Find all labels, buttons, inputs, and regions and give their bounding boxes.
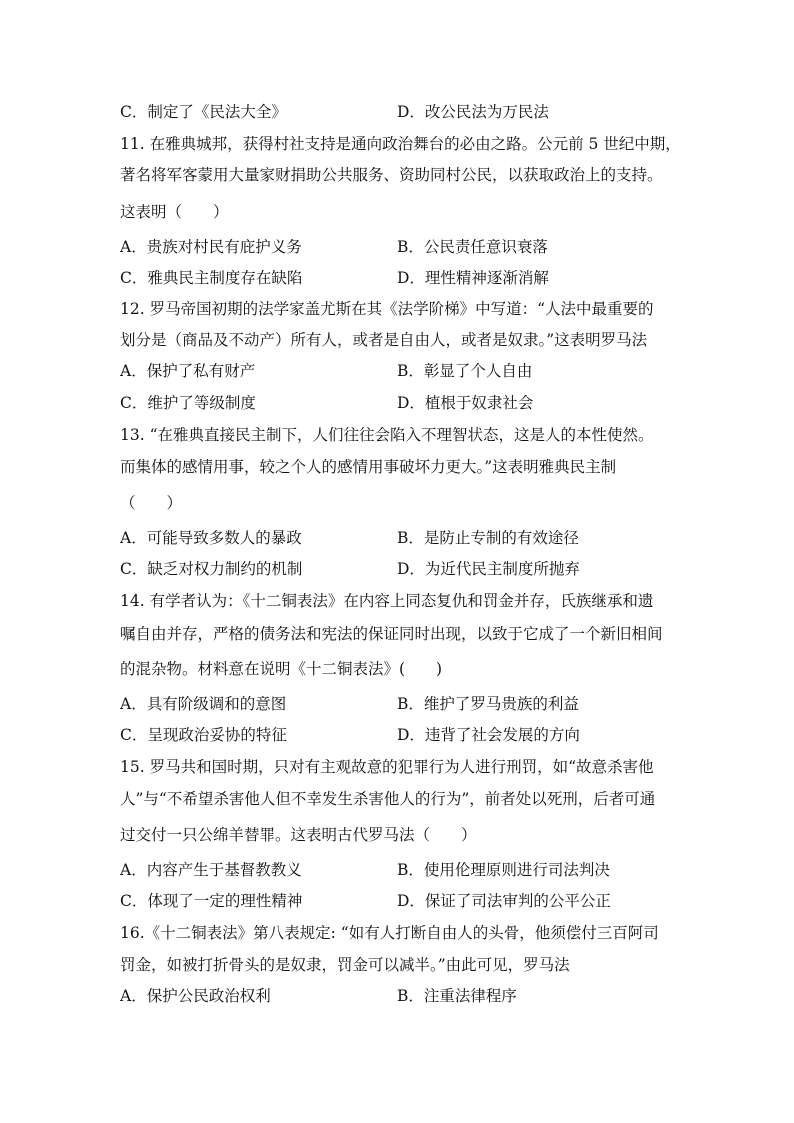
q16-option-a: A．保护公民政治权利 <box>120 987 271 1005</box>
q13-stem-line-2: 而集体的感情用事，较之个人的感情用事破坏力更大。”这表明雅典民主制 <box>120 458 617 476</box>
q13-option-d: D．为近代民主制度所抛弃 <box>397 560 580 578</box>
q14-option-d: D．违背了社会发展的方向 <box>397 726 580 744</box>
q11-option-c: C．雅典民主制度存在缺陷 <box>120 269 303 287</box>
q10-option-d: D．改公民法为万民法 <box>397 103 549 121</box>
q15-option-d: D．保证了司法审判的公平公正 <box>397 892 611 910</box>
q16-stem-line-2: 罚金，如被打折骨头的是奴隶，罚金可以减半。”由此可见，罗马法 <box>120 956 570 974</box>
q14-stem-line-2: 嘱自由并存，严格的债务法和宪法的保证同时出现，以致于它成了一个新旧相间 <box>120 625 663 643</box>
q11-stem-line-1: 11. 在雅典城邦，获得村社支持是通向政治舞台的必由之路。公元前 5 世纪中期， <box>120 135 681 153</box>
q12-option-c: C．维护了等级制度 <box>120 394 256 412</box>
q14-stem-line-1: 14. 有学者认为：《十二铜表法》在内容上同态复仇和罚金并存，氏族继承和遗 <box>120 592 654 610</box>
q12-stem-line-2: 划分是（商品及不动产）所有人，或者是自由人，或者是奴隶。”这表明罗马法 <box>120 331 648 349</box>
q15-stem-line-2: 人”与“不希望杀害他人但不幸发生杀害他人的行为”，前者处以死刑，后者可通 <box>120 790 656 808</box>
q14-stem-line-3: 的混杂物。材料意在说明《十二铜表法》( ) <box>120 660 443 678</box>
q11-stem-line-2: 著名将军客蒙用大量家财捐助公共服务、资助同村公民，以获取政治上的支持。 <box>120 166 663 184</box>
q10-option-c: C．制定了《民法大全》 <box>120 103 287 121</box>
q12-stem-line-1: 12. 罗马帝国初期的法学家盖尤斯在其《法学阶梯》中写道：“人法中最重要的 <box>120 300 654 318</box>
q11-option-a: A．贵族对村民有庇护义务 <box>120 238 302 256</box>
q13-option-b: B．是防止专制的有效途径 <box>397 529 579 547</box>
q11-option-d: D．理性精神逐渐消解 <box>397 269 549 287</box>
q13-stem-line-3: （ ） <box>120 494 183 512</box>
q16-option-b: B．注重法律程序 <box>397 987 517 1005</box>
q13-stem-line-1: 13. “在雅典直接民主制下，人们往往会陷入不理智状态，这是人的本性使然。 <box>120 426 654 444</box>
q14-option-a: A．具有阶级调和的意图 <box>120 695 287 713</box>
q15-option-a: A．内容产生于基督教教义 <box>120 861 302 879</box>
q13-option-c: C．缺乏对权力制约的机制 <box>120 560 303 578</box>
q15-option-b: B．使用伦理原则进行司法判决 <box>397 861 610 879</box>
q14-option-c: C．呈现政治妥协的特征 <box>120 726 287 744</box>
q15-stem-line-1: 15. 罗马共和国时期，只对有主观故意的犯罪行为人进行刑罚，如“故意杀害他 <box>120 758 654 776</box>
q12-option-a: A．保护了私有财产 <box>120 362 256 380</box>
q14-option-b: B．维护了罗马贵族的利益 <box>397 695 579 713</box>
q11-option-b: B．公民责任意识衰落 <box>397 238 548 256</box>
q12-option-d: D．植根于奴隶社会 <box>397 394 534 412</box>
q11-stem-line-3: 这表明（ ） <box>120 203 229 221</box>
q16-stem-line-1: 16.《十二铜表法》第八表规定: “如有人打断自由人的头骨，他须偿付三百阿司 <box>120 924 659 942</box>
q12-option-b: B．彰显了个人自由 <box>397 362 533 380</box>
q15-option-c: C．体现了一定的理性精神 <box>120 892 303 910</box>
q15-stem-line-3: 过交付一只公绵羊替罪。这表明古代罗马法（ ） <box>120 826 477 844</box>
q13-option-a: A．可能导致多数人的暴政 <box>120 529 302 547</box>
